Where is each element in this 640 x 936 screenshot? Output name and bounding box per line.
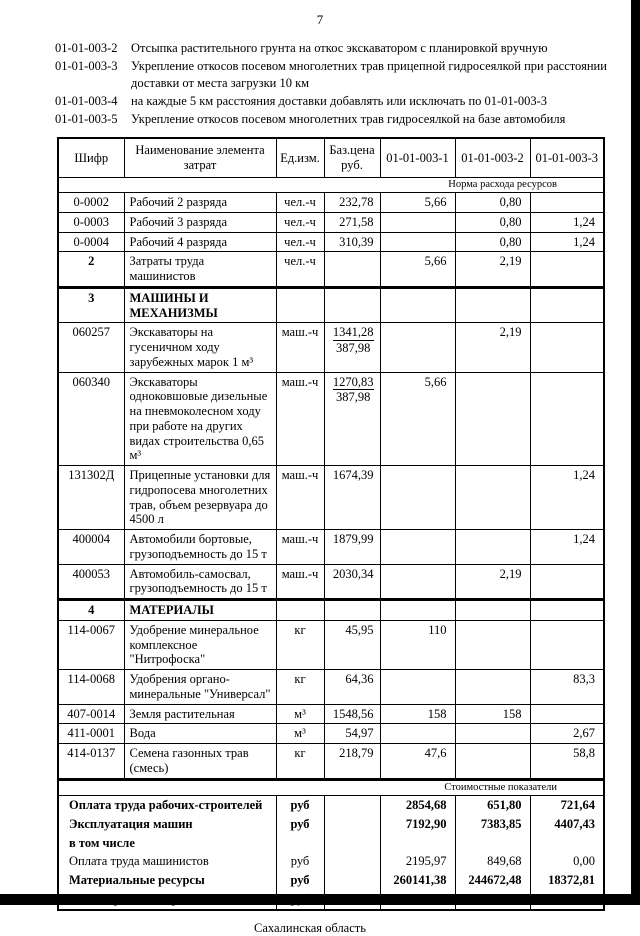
value-cell-003-2 <box>455 724 530 744</box>
price-cell: 271,58 <box>324 212 380 232</box>
cost-price-cell <box>324 815 380 834</box>
resource-row <box>58 252 604 288</box>
value-cell-003-3: 1,24 <box>530 466 604 530</box>
scan-edge-bottom <box>0 894 640 905</box>
code-cell: 131302Д <box>58 466 124 530</box>
region-footer: Сахалинская область <box>254 920 366 935</box>
value-cell-003-3: 83,3 <box>530 670 604 705</box>
cost-value-003-2: 651,80 <box>455 796 530 815</box>
name-cell: Удобрение минеральное комплексное "Нитрофоска" <box>124 620 276 669</box>
value-cell-003-1 <box>380 466 455 530</box>
code-cell: 3 <box>58 287 124 323</box>
cost-price-cell <box>324 796 380 815</box>
price-bottom: 387,98 <box>336 390 371 405</box>
resource-row <box>58 372 604 466</box>
cost-band: Стоимостные показатели <box>58 779 604 795</box>
value-cell-003-3: 1,24 <box>530 212 604 232</box>
name-cell: Автомобили бортовые, грузоподъемность до 15 т <box>124 530 276 565</box>
cost-value-003-1: 7192,90 <box>380 815 455 834</box>
unit-cell: чел.-ч <box>276 212 324 232</box>
price-bottom: 387,98 <box>336 341 371 356</box>
intro-list <box>55 40 626 127</box>
code-cell: 400053 <box>58 564 124 600</box>
col-header-unit: Ед.изм. <box>276 138 324 177</box>
price-cell: 232,78 <box>324 193 380 213</box>
unit-cell: чел.-ч <box>276 232 324 252</box>
col-header-code: Шифр <box>58 138 124 177</box>
code-cell: 2 <box>58 252 124 288</box>
price-cell: 64,36 <box>324 670 380 705</box>
unit-cell: маш.-ч <box>276 530 324 565</box>
intro-item <box>55 40 626 56</box>
value-cell-003-3: 1,24 <box>530 232 604 252</box>
name-cell: Автомобиль-самосвал, грузоподъемность до 15 т <box>124 564 276 600</box>
value-cell-003-1: 158 <box>380 704 455 724</box>
price-cell: 54,97 <box>324 724 380 744</box>
resource-row <box>58 232 604 252</box>
resource-row <box>58 724 604 744</box>
value-cell-003-2 <box>455 466 530 530</box>
cost-unit-cell: руб <box>276 815 324 834</box>
cost-unit-cell: руб <box>276 852 324 871</box>
value-cell-003-1 <box>380 564 455 600</box>
code-cell: 0-0004 <box>58 232 124 252</box>
cost-name-cell: Эксплуатация машин <box>58 815 276 834</box>
cost-value-003-2: 244672,48 <box>455 871 530 890</box>
price-fraction <box>333 375 374 406</box>
price-cell: 45,95 <box>324 620 380 669</box>
cost-value-003-2 <box>455 834 530 853</box>
cost-table <box>57 137 605 910</box>
value-cell-003-3 <box>530 600 604 621</box>
cost-row <box>58 871 604 890</box>
page-number: 7 <box>316 12 324 27</box>
unit-cell: м³ <box>276 724 324 744</box>
code-cell: 060340 <box>58 372 124 466</box>
cost-value-003-1: 2854,68 <box>380 796 455 815</box>
code-cell: 114-0067 <box>58 620 124 669</box>
value-cell-003-2 <box>455 600 530 621</box>
value-cell-003-3 <box>530 372 604 466</box>
intro-item <box>55 93 626 109</box>
value-cell-003-1 <box>380 232 455 252</box>
value-cell-003-2 <box>455 620 530 669</box>
cost-value-003-3: 721,64 <box>530 796 604 815</box>
cost-price-cell <box>324 852 380 871</box>
unit-cell: кг <box>276 620 324 669</box>
intro-item <box>55 58 626 91</box>
value-cell-003-3 <box>530 323 604 372</box>
price-top: 1270,83 <box>332 374 374 389</box>
name-cell: Экскаваторы одноковшовые дизельные на пневмоколесном ходу при работе на других видах строительства 0,65 м³ <box>124 372 276 466</box>
resource-row <box>58 323 604 372</box>
value-cell-003-3 <box>530 620 604 669</box>
intro-item-text: на каждые 5 км расстояния доставки добавлять или исключать по 01-01-003-3 <box>131 93 548 108</box>
value-cell-003-2 <box>455 287 530 323</box>
value-cell-003-2 <box>455 372 530 466</box>
col-header-baseprice: Баз.цена руб. <box>324 138 380 177</box>
value-cell-003-3 <box>530 252 604 288</box>
price-cell <box>324 600 380 621</box>
table-header <box>58 138 604 177</box>
resource-row <box>58 212 604 232</box>
header-row <box>58 138 604 177</box>
table-body <box>58 177 604 909</box>
name-cell: Удобрения органо-минеральные "Универсал" <box>124 670 276 705</box>
value-cell-003-1 <box>380 670 455 705</box>
unit-cell: маш.-ч <box>276 564 324 600</box>
cost-name-cell: в том числе <box>58 834 276 853</box>
cost-name-cell: Оплата труда рабочих-строителей <box>58 796 276 815</box>
code-cell: 0-0002 <box>58 193 124 213</box>
col-header-003-1: 01-01-003-1 <box>380 138 455 177</box>
value-cell-003-3: 2,67 <box>530 724 604 744</box>
cost-row <box>58 834 604 853</box>
name-cell: Вода <box>124 724 276 744</box>
name-cell: МАТЕРИАЛЫ <box>124 600 276 621</box>
code-cell: 414-0137 <box>58 744 124 780</box>
cost-band-row <box>58 779 604 795</box>
resource-row <box>58 466 604 530</box>
unit-cell: кг <box>276 744 324 780</box>
unit-cell: маш.-ч <box>276 323 324 372</box>
value-cell-003-2 <box>455 744 530 780</box>
cost-unit-cell: руб <box>276 871 324 890</box>
value-cell-003-1: 5,66 <box>380 372 455 466</box>
price-cell: 1548,56 <box>324 704 380 724</box>
value-cell-003-3 <box>530 564 604 600</box>
unit-cell: маш.-ч <box>276 466 324 530</box>
price-cell <box>324 323 380 372</box>
value-cell-003-1 <box>380 287 455 323</box>
intro-item-code: 01-01-003-5 <box>55 112 118 126</box>
col-header-003-3: 01-01-003-3 <box>530 138 604 177</box>
name-cell: Земля растительная <box>124 704 276 724</box>
value-cell-003-3: 58,8 <box>530 744 604 780</box>
intro-item-text: Отсыпка растительного грунта на откос экскаватором с планировкой вручную <box>131 41 548 55</box>
cost-row <box>58 796 604 815</box>
price-cell <box>324 287 380 323</box>
norma-band-row <box>58 177 604 192</box>
value-cell-003-2 <box>455 530 530 565</box>
unit-cell <box>276 600 324 621</box>
cost-value-003-3: 18372,81 <box>530 871 604 890</box>
code-cell: 411-0001 <box>58 724 124 744</box>
norma-band: Норма расхода ресурсов <box>58 177 604 192</box>
resource-row <box>58 564 604 600</box>
col-header-name: Наименование элемента затрат <box>124 138 276 177</box>
resource-row <box>58 620 604 669</box>
cost-value-003-3: 0,00 <box>530 852 604 871</box>
price-cell <box>324 252 380 288</box>
cost-value-003-1 <box>380 834 455 853</box>
price-fraction <box>333 325 374 356</box>
resource-row <box>58 193 604 213</box>
cost-row <box>58 852 604 871</box>
resource-row <box>58 600 604 621</box>
cost-value-003-3: 4407,43 <box>530 815 604 834</box>
value-cell-003-1 <box>380 323 455 372</box>
price-cell: 310,39 <box>324 232 380 252</box>
code-cell: 4 <box>58 600 124 621</box>
name-cell: Семена газонных трав (смесь) <box>124 744 276 780</box>
cost-row <box>58 815 604 834</box>
value-cell-003-1: 5,66 <box>380 193 455 213</box>
cost-price-cell <box>324 834 380 853</box>
value-cell-003-1 <box>380 530 455 565</box>
resource-row <box>58 744 604 780</box>
cost-name-cell: Оплата труда машинистов <box>58 852 276 871</box>
price-top: 1341,28 <box>332 325 374 340</box>
value-cell-003-2: 2,19 <box>455 323 530 372</box>
name-cell: Затраты труда машинистов <box>124 252 276 288</box>
value-cell-003-2 <box>455 670 530 705</box>
name-cell: Рабочий 4 разряда <box>124 232 276 252</box>
intro-item-code: 01-01-003-4 <box>55 93 118 108</box>
unit-cell: чел.-ч <box>276 252 324 288</box>
name-cell: Экскаваторы на гусеничном ходу зарубежных марок 1 м³ <box>124 323 276 372</box>
price-cell: 1879,99 <box>324 530 380 565</box>
value-cell-003-1: 110 <box>380 620 455 669</box>
resource-row <box>58 704 604 724</box>
cost-value-003-2: 7383,85 <box>455 815 530 834</box>
unit-cell: маш.-ч <box>276 372 324 466</box>
price-cell <box>324 372 380 466</box>
value-cell-003-2: 2,19 <box>455 252 530 288</box>
cost-unit-cell <box>276 834 324 853</box>
unit-cell: чел.-ч <box>276 193 324 213</box>
value-cell-003-3 <box>530 704 604 724</box>
price-cell: 218,79 <box>324 744 380 780</box>
value-cell-003-3 <box>530 193 604 213</box>
cost-unit-cell: руб <box>276 796 324 815</box>
value-cell-003-1 <box>380 212 455 232</box>
value-cell-003-2: 2,19 <box>455 564 530 600</box>
resource-row <box>58 670 604 705</box>
code-cell: 114-0068 <box>58 670 124 705</box>
cost-name-cell: Материальные ресурсы <box>58 871 276 890</box>
col-header-003-2: 01-01-003-2 <box>455 138 530 177</box>
unit-cell <box>276 287 324 323</box>
value-cell-003-1 <box>380 600 455 621</box>
code-cell: 060257 <box>58 323 124 372</box>
value-cell-003-1: 47,6 <box>380 744 455 780</box>
cost-value-003-3 <box>530 834 604 853</box>
code-cell: 400004 <box>58 530 124 565</box>
intro-item <box>55 111 626 127</box>
value-cell-003-3 <box>530 287 604 323</box>
value-cell-003-1: 5,66 <box>380 252 455 288</box>
cost-value-003-1: 260141,38 <box>380 871 455 890</box>
name-cell: Рабочий 2 разряда <box>124 193 276 213</box>
intro-item-code: 01-01-003-2 <box>55 41 118 55</box>
value-cell-003-2: 0,80 <box>455 193 530 213</box>
name-cell: МАШИНЫ И МЕХАНИЗМЫ <box>124 287 276 323</box>
intro-item-code: 01-01-003-3 <box>55 59 118 74</box>
cost-value-003-1: 2195,97 <box>380 852 455 871</box>
unit-cell: кг <box>276 670 324 705</box>
intro-item-text: Укрепление откосов посевом многолетних трав гидросеялкой на базе автомобиля <box>131 112 566 126</box>
value-cell-003-2: 0,80 <box>455 232 530 252</box>
price-cell: 2030,34 <box>324 564 380 600</box>
value-cell-003-2: 0,80 <box>455 212 530 232</box>
resource-row <box>58 287 604 323</box>
scan-edge-right <box>631 0 640 905</box>
value-cell-003-2: 158 <box>455 704 530 724</box>
price-cell: 1674,39 <box>324 466 380 530</box>
code-cell: 407-0014 <box>58 704 124 724</box>
cost-price-cell <box>324 871 380 890</box>
unit-cell: м³ <box>276 704 324 724</box>
cost-value-003-2: 849,68 <box>455 852 530 871</box>
resource-row <box>58 530 604 565</box>
name-cell: Рабочий 3 разряда <box>124 212 276 232</box>
value-cell-003-3: 1,24 <box>530 530 604 565</box>
code-cell: 0-0003 <box>58 212 124 232</box>
intro-item-text: Укрепление откосов посевом многолетних трав прицепной гидросеялкой при расстоянии доставки от места загрузки 10 км <box>131 59 607 90</box>
value-cell-003-1 <box>380 724 455 744</box>
name-cell: Прицепные установки для гидропосева многолетних трав, объем резервуара до 4500 л <box>124 466 276 530</box>
